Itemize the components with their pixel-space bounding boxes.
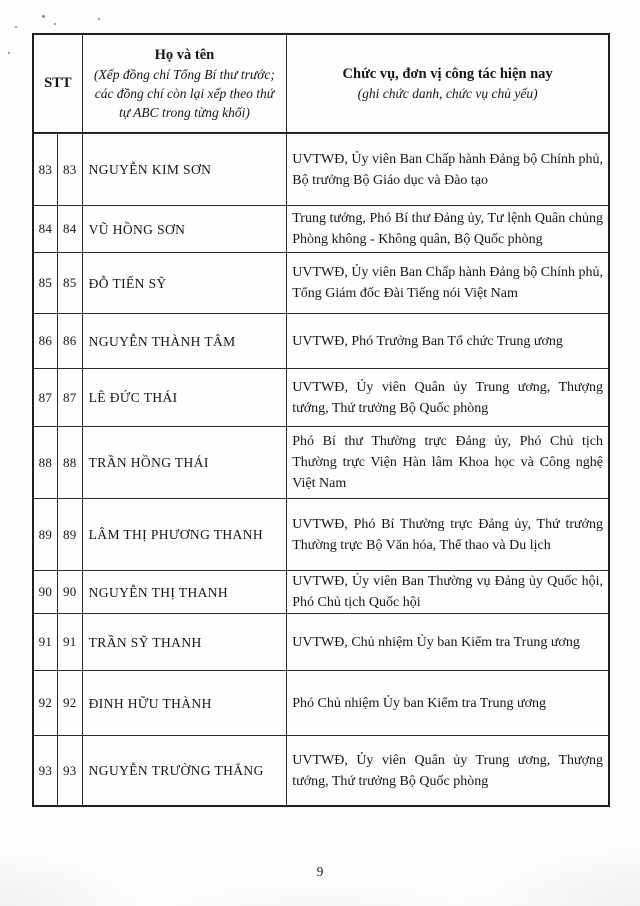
person-name: NGUYỄN KIM SƠN [88, 162, 212, 177]
stt2-cell [58, 499, 83, 570]
person-position: UVTWĐ, Phó Trưởng Ban Tổ chức Trung ương [292, 333, 563, 349]
stt-value: 87 [38, 389, 53, 405]
stt2-value: 90 [62, 584, 77, 599]
scan-speck [8, 52, 10, 54]
position-cell [287, 134, 608, 205]
stt-value: 92 [38, 695, 53, 710]
stt-cell [34, 571, 58, 613]
name-cell [83, 671, 288, 735]
table-row [34, 426, 608, 498]
position-cell [287, 614, 608, 670]
position-cell [287, 671, 608, 735]
stt2-cell [58, 314, 83, 368]
table-row [34, 252, 608, 313]
person-position: Phó Bí thư Thường trực Đảng ủy, Phó Chủ tịch Thường trực Viện Hàn lâm Khoa học và Công nghệ Việt Nam [292, 434, 603, 491]
name-cell [83, 369, 288, 426]
table-body [34, 133, 608, 805]
person-name: ĐỖ TIẾN SỸ [88, 275, 167, 291]
stt-cell [34, 614, 58, 670]
header-cell-name [83, 35, 288, 132]
person-name: LÊ ĐỨC THÁI [88, 390, 178, 405]
stt2-value: 86 [62, 333, 77, 348]
stt-cell [34, 206, 58, 252]
stt2-value: 84 [62, 221, 77, 236]
scan-speck [42, 15, 45, 18]
stt2-cell [58, 134, 83, 205]
personnel-table [32, 33, 610, 807]
stt-cell [34, 427, 58, 498]
position-cell [287, 253, 608, 313]
position-cell [287, 314, 608, 368]
person-position: UVTWĐ, Chủ nhiệm Ủy ban Kiểm tra Trung ương [292, 634, 580, 650]
stt-header-label: STT [44, 75, 72, 91]
stt-cell [34, 314, 58, 368]
name-cell [83, 253, 288, 313]
person-position: UVTWĐ, Ủy viên Ban Chấp hành Đảng bộ Chính phủ, Tổng Giám đốc Đài Tiếng nói Việt Nam [292, 265, 603, 301]
person-position: UVTWĐ, Phó Bí Thường trực Đảng ủy, Thứ trưởng Thường trực Bộ Văn hóa, Thể thao và Du lịch [292, 516, 603, 553]
stt2-value: 88 [62, 454, 77, 470]
stt2-value: 92 [62, 695, 77, 710]
table-row [34, 368, 608, 426]
stt-value: 89 [38, 526, 53, 542]
scan-speck [98, 18, 100, 20]
stt-cell [34, 671, 58, 735]
stt-value: 88 [38, 454, 53, 470]
stt2-cell [58, 427, 83, 498]
stt-value: 83 [38, 161, 53, 177]
stt2-value: 91 [62, 634, 77, 649]
table-row [34, 498, 608, 570]
stt-cell [34, 736, 58, 805]
stt-cell [34, 369, 58, 426]
position-cell [287, 499, 608, 570]
person-name: VŨ HỒNG SƠN [88, 221, 186, 237]
stt-value: 93 [38, 762, 53, 778]
table-header-row [34, 35, 608, 133]
position-cell [287, 427, 608, 498]
person-position: UVTWĐ, Ủy viên Quân ủy Trung ương, Thượng tướng, Thứ trưởng Bộ Quốc phòng [292, 752, 603, 789]
table-row [34, 205, 608, 252]
stt2-cell [58, 736, 83, 805]
stt2-cell [58, 614, 83, 670]
person-name: TRẦN HỒNG THÁI [88, 455, 209, 470]
scan-speck [15, 26, 17, 28]
person-position: Trung tướng, Phó Bí thư Đảng ủy, Tư lệnh Quân chủng Phòng không - Không quân, Bộ Quốc phòng [292, 211, 603, 247]
table-row [34, 735, 608, 805]
table-row [34, 613, 608, 670]
person-position: UVTWĐ, Ủy viên Ban Thường vụ Đảng ủy Quốc hội, Phó Chủ tịch Quốc hội [292, 574, 603, 610]
stt-cell [34, 499, 58, 570]
name-cell [83, 614, 288, 670]
name-cell [83, 134, 288, 205]
stt-value: 91 [38, 634, 53, 649]
position-cell [287, 369, 608, 426]
stt-value: 90 [38, 584, 53, 599]
person-position: UVTWĐ, Ủy viên Quân ủy Trung ương, Thượng tướng, Thứ trưởng Bộ Quốc phòng [292, 379, 603, 416]
position-header-note: (ghi chức danh, chức vụ chủ yếu) [357, 85, 538, 101]
stt2-value: 85 [62, 275, 77, 290]
table-row [34, 570, 608, 613]
stt-value: 84 [38, 221, 53, 236]
stt-cell [34, 253, 58, 313]
position-cell [287, 736, 608, 805]
person-name: NGUYỄN TRƯỜNG THẮNG [88, 763, 264, 778]
header-cell-position [287, 35, 608, 132]
person-name: LÂM THỊ PHƯƠNG THANH [88, 527, 264, 542]
name-header-title: Họ và tên [154, 46, 215, 63]
name-header-note: (Xếp đồng chí Tổng Bí thư trước; các đồng chí còn lại xếp theo thứ tự ABC trong từng khối) [93, 66, 275, 120]
position-cell [287, 571, 608, 613]
page-number: 9 [316, 864, 324, 879]
stt2-cell [58, 369, 83, 426]
person-name: TRẦN SỸ THANH [88, 634, 202, 650]
stt2-cell [58, 571, 83, 613]
stt2-value: 83 [62, 161, 77, 177]
name-cell [83, 571, 288, 613]
name-cell [83, 499, 288, 570]
name-cell [83, 206, 288, 252]
scan-speck [54, 23, 56, 25]
stt2-cell [58, 206, 83, 252]
person-position: UVTWĐ, Ủy viên Ban Chấp hành Đảng bộ Chính phủ, Bộ trưởng Bộ Giáo dục và Đào tạo [292, 151, 603, 188]
name-cell [83, 427, 288, 498]
stt2-value: 93 [62, 762, 77, 778]
stt2-cell [58, 671, 83, 735]
table-row [34, 133, 608, 205]
stt-value: 85 [38, 275, 53, 290]
name-cell [83, 736, 288, 805]
person-name: NGUYỄN THỊ THANH [88, 584, 229, 600]
table-row [34, 670, 608, 735]
stt2-value: 89 [62, 526, 77, 542]
table-row [34, 313, 608, 368]
position-cell [287, 206, 608, 252]
person-name: ĐINH HỮU THÀNH [88, 695, 212, 711]
position-header-title: Chức vụ, đơn vị công tác hiện nay [342, 65, 553, 82]
name-cell [83, 314, 288, 368]
stt2-value: 87 [62, 389, 77, 405]
stt-value: 86 [38, 333, 53, 348]
person-position: Phó Chủ nhiệm Ủy ban Kiểm tra Trung ương [292, 695, 547, 711]
stt-cell [34, 134, 58, 205]
header-cell-stt [34, 35, 83, 132]
stt2-cell [58, 253, 83, 313]
person-name: NGUYỄN THÀNH TÂM [88, 333, 236, 349]
